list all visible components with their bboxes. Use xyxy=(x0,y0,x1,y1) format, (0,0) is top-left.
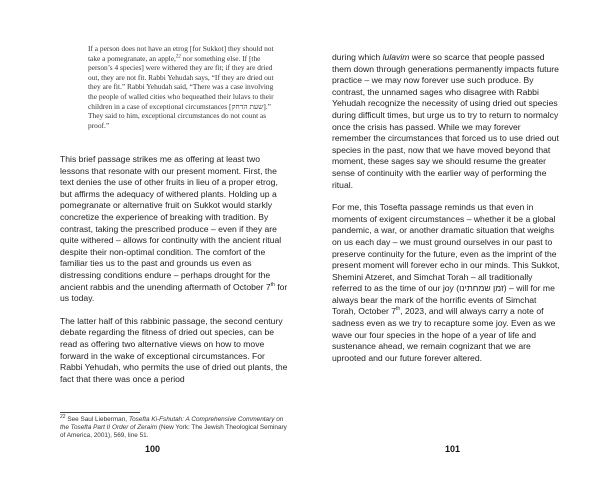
paragraph: during which lulavim were so scarce that people passed them down through generations permanently impacts future practice – we may now forever use such produce. By contrast, the unnamed sages who disagree with Rabbi Yehudah recognize the necessity of using dried out species during difficult times, but urge us to try to return to normalcy once the crisis has passed. While we may forever remember the circumstances that forced us to use dried out species in the past, now that we have moved beyond that moment, these sages say we should resume the greater sense of continuity with the earlier way of performing the ritual. xyxy=(332,52,559,190)
footnote-ref-22[interactable]: 22 xyxy=(175,54,181,60)
right-body-text xyxy=(332,52,560,375)
paragraph: This brief passage strikes me as offering at least two lessons that resonate with our present moment. First, the text denies the use of other fruits in lieu of a proper etrog, but affirms the adequacy of withered plants. Holding up a pomegranate or alternative fruit on Sukkot would starkly concretize the experience of breaking with tradition. By contrast, taking the prescribed produce – even if they are quite withered – allows for continuity with the ancient ritual despite their non-optimal condition. The comfort of the familiar ties us to the past and grounds us even as distressing conditions endure – perhaps drought for the ancient rabbis and the unending aftermath of October 7th for us today. xyxy=(60,154,288,304)
right-page xyxy=(300,0,600,480)
quote-text: If a person does not have an etrog [for Sukkot] they should not take a pomegranate, an apple,$^{22}$ nor something else. If [the person’s 4 species] were withered they are fit; if they are dried out, they are not fit. Rabbi Yehudah says, “If they are dried out they are fit.” Rabbi Yehudah said, “There was a case involving the people of walled cities who bequeathed their lulavs to their children in a case of exceptional circumstances [שעת הדחק].” They said to him, exceptional circumstances do not count as proof.” xyxy=(88,44,274,130)
footnote-number: 22 xyxy=(60,413,66,420)
paragraph: The latter half of this rabbinic passage, the second century debate regarding the fitness of dried out species, can be read as offering two alternative views on how to move forward in the wake of exceptional circumstances. For Rabbi Yehudah, who permits the use of dried out plants, the fact that there was once a period xyxy=(60,315,288,384)
hebrew-phrase: שעת הדחק xyxy=(231,101,264,111)
page-number: 100 xyxy=(145,444,161,454)
footnote-divider xyxy=(60,412,140,413)
left-body-text xyxy=(60,154,288,396)
footnote: $^{22}$ See Saul Lieberman, Tosefta Ki-Fshutah: A Comprehensive Commentary on the Tosefta Part II Order of Zeraim (New York: The Jewish Theological Seminary of America, 2001), 569, line 51. xyxy=(60,413,287,440)
page-number: 101 xyxy=(445,444,461,454)
tosefta-quote xyxy=(88,44,274,130)
hebrew-phrase: זמן שמחתינו xyxy=(459,283,504,294)
paragraph: For me, this Tosefta passage reminds us that even in moments of exigent circumstances – whether it be a global pandemic, a war, or another dramatic situation that weighs on us each day – we must ground ourselves in our past to preserve continuity for the future, even as the imprint of the present moment will forever echo in our minds. This Sukkot, Shemini Atzeret, and Simchat Torah – all traditionally referred to as the time of our joy (זמן שמחתינו) – will for me always bear the mark of the horrific events of Simchat Torah, October 7th, 2023, and will always carry a note of sadness even as we try to recapture some joy. Even as we wave our four species in the hope of a year of life and sustenance ahead, we remain cognizant that we are uprooted and our future forever altered. xyxy=(332,202,560,363)
footnote-book-title: Tosefta Ki-Fshutah: A Comprehensive Commentary on the Tosefta Part II Order of Zeraim xyxy=(60,416,284,432)
